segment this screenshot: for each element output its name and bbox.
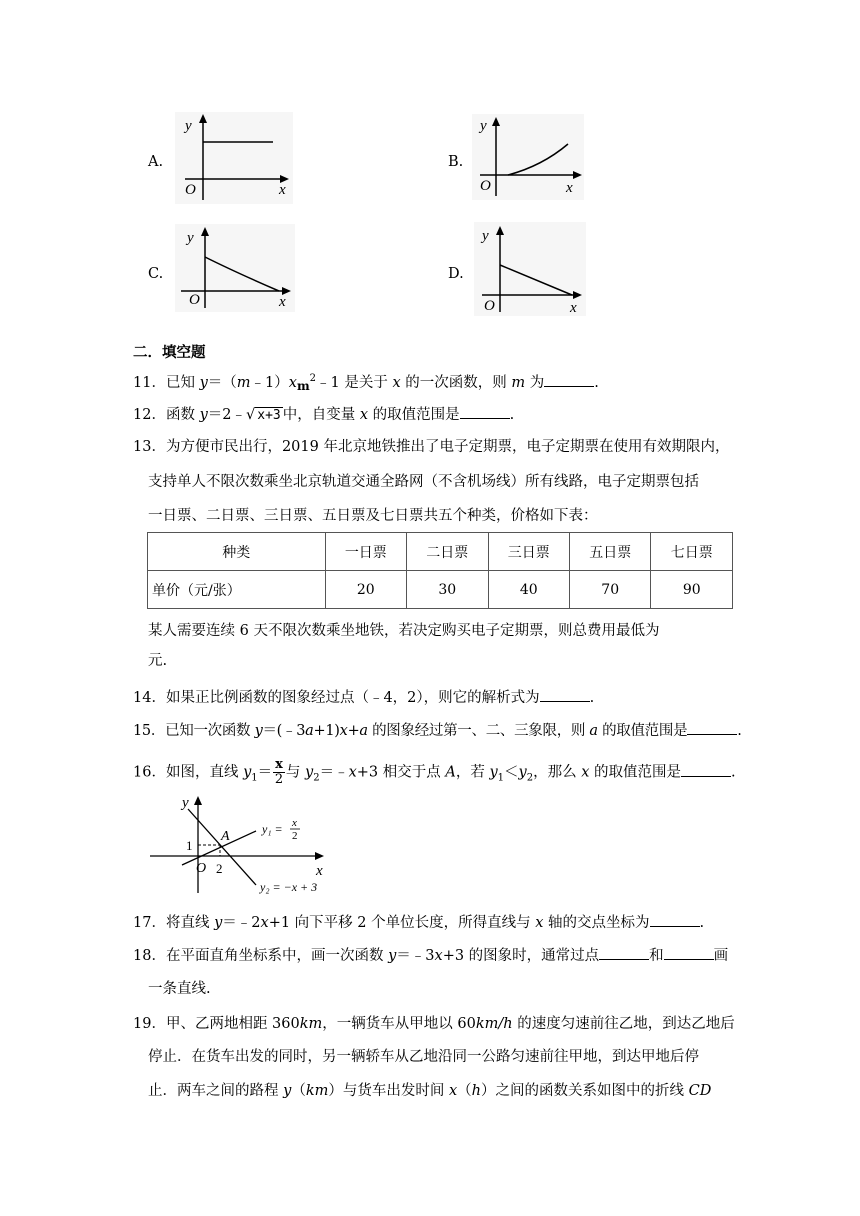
option-d-label: D. [448,266,464,282]
option-a-label: A. [148,154,164,170]
answer-blank-1[interactable] [599,945,649,960]
sqrt-symbol: √ [246,407,256,423]
axis-x-label: x [279,294,286,310]
option-c-label: C. [148,266,164,282]
axis-x-label: x [570,300,577,316]
table-row [148,571,733,609]
table-cell: 种类 [148,533,326,571]
question-15: 15．已知一次函数 y＝(﹣3a+1)x+a 的图象经过第一、二、三象限，则 a 的取值范围是 . [133,720,742,741]
table-cell: 90 [651,571,733,609]
axis-x-label: x [566,180,573,196]
answer-blank[interactable] [544,372,594,387]
origin-label: O [196,861,207,876]
fraction-x-over-2: $\frac{x}{2}$ [274,757,284,787]
question-13: 13．为方便市民出行，2019 年北京地铁推出了电子定期票，电子定期票在使用有效期限内， [133,439,730,455]
option-b-graph [472,114,584,200]
option-b-label: B. [448,154,464,170]
axis-y-label: y [185,118,192,134]
table-cell: 40 [488,571,569,609]
answer-blank[interactable] [460,404,510,419]
table-cell: 二日票 [407,533,488,571]
question-19-line-2: 停止．在货车出发的同时，另一辆轿车从乙地沿同一公路匀速前往甲地，到达甲地后停 [148,1049,699,1065]
option-c-graph [175,224,295,312]
axis-y-label: y [480,118,487,134]
answer-blank[interactable] [540,687,590,702]
answer-blank-2[interactable] [664,945,714,960]
table-cell: 单价（元/张） [148,571,326,609]
origin-label: O [185,182,196,198]
question-18: 18．在平面直角坐标系中，画一次函数 y＝﹣3x+3 的图象时，通常过点 和 画 [133,945,728,966]
axis-x-label: x [316,863,323,879]
question-13-line-4: 某人需要连续 6 天不限次数乘坐地铁，若决定购买电子定期票，则总费用最低为 [148,623,660,639]
answer-blank[interactable] [650,912,700,927]
line-y1-label-den: 2 [292,830,298,842]
tick-2-label: 2 [216,861,223,876]
question-17: 17．将直线 y＝﹣2x+1 向下平移 2 个单位长度，所得直线与 x 轴的交点坐标为 . [133,912,704,933]
table-cell: 30 [407,571,488,609]
question-16: 16．如图，直线 $y_1=$ $\frac{x}{2}$ 与 $y_2=﹣x+3$ 相交于点 A，若 $y_1<y_2$，那么 x 的取值范围是 . [133,757,736,787]
axis-y-label: y [482,228,489,244]
question-13-line-3: 一日票、二日票、三日票、五日票及七日票共五个种类，价格如下表： [148,508,598,524]
question-11: 11．已知 $y=(m﹣1)x_m^2﹣1$ 是关于 x 的一次函数，则 m 为 . [133,373,599,393]
axis-y-label: y [182,795,189,811]
table-cell: 70 [569,571,650,609]
question-14: 14．如果正比例函数的图象经过点（﹣4，2），则它的解析式为 . [133,687,594,708]
axis-y-label: y [187,230,194,246]
origin-label: O [189,292,200,308]
question-12: 12．函数 y＝2﹣√ x+3 中，自变量 x 的取值范围是 . [133,404,514,426]
line-y1-label-lhs: y₁ = [262,822,283,836]
question-19-line-3: 止．两车之间的路程 y（km）与货车出发时间 x（h）之间的函数关系如图中的折线 CD [148,1083,712,1099]
answer-blank[interactable] [681,762,731,777]
question-13-line-5: 元. [148,653,168,669]
tick-1-label: 1 [186,838,193,853]
price-table [147,532,733,609]
table-header-row [148,533,733,571]
table-cell: 一日票 [325,533,406,571]
table-cell: 20 [325,571,406,609]
question-18-line-2: 一条直线. [148,981,211,997]
origin-label: O [484,298,495,314]
origin-label: O [480,178,491,194]
table-cell: 五日票 [569,533,650,571]
axis-x-label: x [279,182,286,198]
question-19: 19．甲、乙两地相距 360km，一辆货车从甲地以 60km/h 的速度匀速前往乙地，到达乙地后 [133,1016,735,1032]
table-cell: 三日票 [488,533,569,571]
answer-blank[interactable] [687,720,737,735]
line-y1-label-num: x [292,817,297,829]
section-title: 二．填空题 [133,344,206,361]
question-16-graph [148,793,338,897]
line-y2-label: y₂ = −x + 3 [260,880,318,894]
option-a-graph [175,112,293,204]
table-cell: 七日票 [651,533,733,571]
point-a-label: A [221,829,230,844]
option-d-graph [474,222,586,316]
question-13-line-2: 支持单人不限次数乘坐北京轨道交通全路网（不含机场线）所有线路，电子定期票包括 [148,474,699,490]
